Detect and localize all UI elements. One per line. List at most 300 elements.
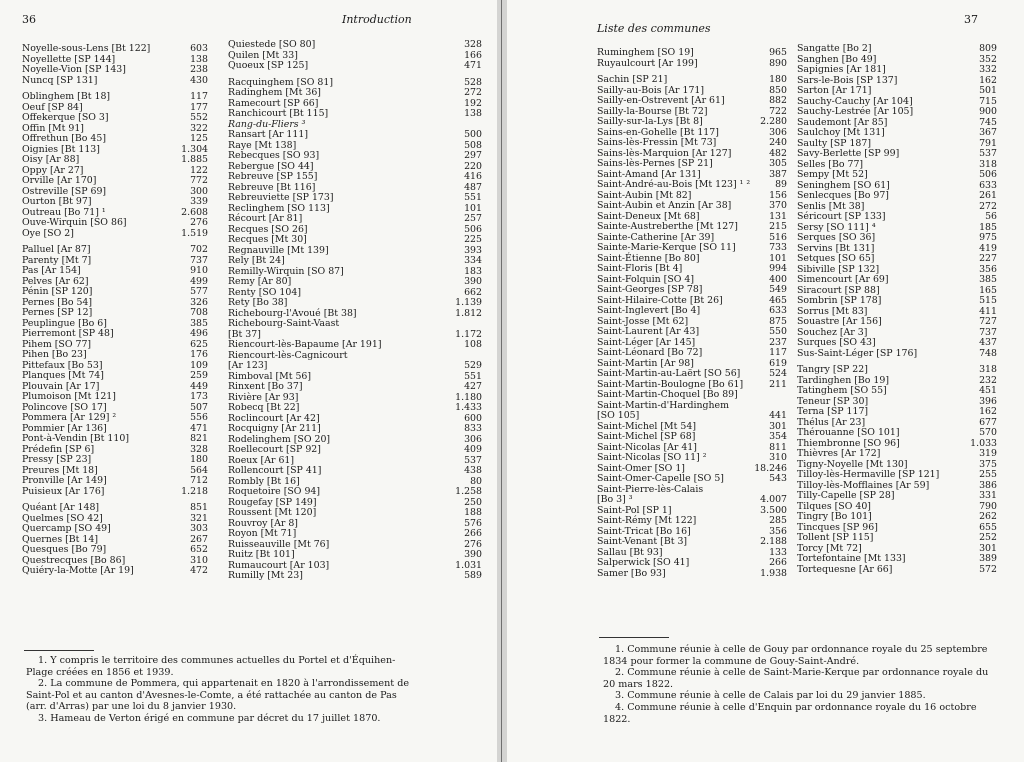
commune-population: 310 <box>769 452 787 463</box>
commune-population: 727 <box>979 316 997 327</box>
commune-entry <box>228 172 482 183</box>
commune-name: Sars-le-Bois [SP 137] <box>797 74 898 86</box>
commune-population: 550 <box>769 326 787 337</box>
commune-entry <box>797 212 997 223</box>
commune-name: Souastre [Ar 156] <box>797 316 882 327</box>
commune-name: Saint-Rémy [Mt 122] <box>597 515 697 526</box>
commune-name: Tangry [SP 22] <box>797 364 868 375</box>
commune-population: 438 <box>464 465 482 476</box>
commune-entry <box>22 197 208 208</box>
commune-name: Pernes [SP 12] <box>22 307 93 318</box>
commune-population: 310 <box>190 554 208 566</box>
commune-population: 543 <box>769 473 787 484</box>
commune-entry <box>228 277 482 288</box>
commune-name: Rebreuve [SP 155] <box>228 171 318 182</box>
commune-entry <box>797 512 997 523</box>
commune-name: Quiéry-la-Motte [Ar 19] <box>22 565 134 576</box>
commune-entry <box>597 558 787 569</box>
commune-name: Saulty [SP 187] <box>797 137 872 149</box>
commune-name: Thiembronne [SO 96] <box>797 437 900 449</box>
commune-entry <box>797 449 997 460</box>
commune-name: Rang-du-Fliers ³ <box>228 118 306 130</box>
commune-name: Quéant [Ar 148] <box>22 502 100 513</box>
commune-name: Outreau [Bo 71] ¹ <box>22 206 106 218</box>
commune-name: Pelves [Ar 62] <box>22 275 89 287</box>
commune-population: 122 <box>190 164 208 176</box>
commune-name: Thérouanne [SO 101] <box>797 427 900 438</box>
footnote-line: 1834 pour former la commune de Gouy-Saint-André. <box>603 655 860 667</box>
commune-population: 1.139 <box>455 297 482 308</box>
commune-entry <box>797 317 997 328</box>
commune-entry <box>597 180 787 191</box>
commune-population: 393 <box>464 244 482 256</box>
commune-population: 576 <box>464 517 482 529</box>
commune-name: Sorrus [Mt 83] <box>797 305 868 317</box>
footnote-line: 1. Y compris le territoire des communes actuelles du Portel et d'Équihen- <box>38 655 396 666</box>
commune-entry <box>228 340 482 351</box>
commune-population: 529 <box>464 360 482 371</box>
commune-name: Raye [Mt 138] <box>228 139 297 151</box>
commune-population: 177 <box>190 101 208 113</box>
commune-entry <box>228 61 482 72</box>
commune-population: 506 <box>464 223 482 235</box>
commune-entry <box>597 432 787 443</box>
commune-name: Offekerque [SO 3] <box>22 112 109 123</box>
commune-population: 528 <box>464 76 482 88</box>
commune-name: Rimboval [Mt 56] <box>228 370 312 382</box>
commune-name: Saint-Laurent [Ar 43] <box>597 326 700 337</box>
commune-entry <box>22 113 208 124</box>
commune-name: Rouvroy [Ar 8] <box>228 517 298 529</box>
commune-name: Tingry [Bo 101] <box>797 511 872 522</box>
commune-population: 250 <box>464 496 482 508</box>
commune-population: 331 <box>979 490 997 501</box>
commune-name: Saint-Floris [Bt 4] <box>597 263 683 274</box>
commune-population: 101 <box>464 202 482 214</box>
commune-population: 276 <box>190 217 208 228</box>
commune-entry <box>22 92 208 103</box>
commune-population: 354 <box>769 431 787 442</box>
footnote-line: Saint-Pol et au canton d'Avesnes-le-Comte, a été rattachée au canton de Pas <box>26 689 397 701</box>
commune-name: Saint-Martin-Boulogne [Bo 61] <box>597 378 744 390</box>
commune-population: 1.180 <box>455 391 482 403</box>
commune-population: 1.885 <box>181 154 208 165</box>
commune-population: 875 <box>769 315 787 327</box>
commune-population: 508 <box>464 139 482 151</box>
commune-entry <box>797 233 997 244</box>
commune-entry <box>22 413 208 424</box>
commune-name: Saint-Pierre-lès-Calais <box>597 483 704 495</box>
commune-entry <box>228 529 482 540</box>
commune-entry <box>228 487 482 498</box>
commune-name: Servins [Bt 131] <box>797 242 875 254</box>
commune-entry <box>22 476 208 487</box>
commune-population: 1.433 <box>455 402 482 413</box>
commune-population: 411 <box>979 305 997 317</box>
commune-entry <box>228 508 482 519</box>
commune-name: Sailly-en-Ostrevent [Ar 61] <box>597 95 725 106</box>
commune-entry <box>228 151 482 162</box>
commune-entry <box>797 533 997 544</box>
commune-population: 1.258 <box>455 486 482 497</box>
commune-population: 549 <box>769 284 787 295</box>
commune-population: 537 <box>979 148 997 159</box>
commune-population: 1.218 <box>181 485 208 497</box>
commune-name: Planques [Mt 74] <box>22 370 104 381</box>
commune-name: Sarton [Ar 171] <box>797 85 872 96</box>
commune-entry <box>597 75 787 86</box>
commune-name: Saint-Pol [SP 1] <box>597 504 672 516</box>
commune-name: Saint-Léger [Ar 145] <box>597 336 696 348</box>
commune-entry <box>22 545 208 556</box>
commune-population: 437 <box>979 337 997 348</box>
footnote-line: 1822. <box>603 713 631 725</box>
commune-name: Saint-Venant [Bt 3] <box>597 536 688 547</box>
commune-name: Remy [Ar 80] <box>228 276 292 287</box>
footnotes <box>26 655 409 725</box>
commune-population: 303 <box>190 523 208 534</box>
commune-name: Ostreville [SP 69] <box>22 185 107 197</box>
commune-name: Torcy [Mt 72] <box>797 542 862 554</box>
commune-population: 261 <box>979 190 997 201</box>
commune-entry <box>22 229 208 240</box>
commune-population: 101 <box>769 252 787 264</box>
commune-population: 1.519 <box>181 227 208 239</box>
commune-population: 237 <box>769 336 787 348</box>
commune-name: Quoeux [SP 125] <box>228 60 309 71</box>
book-gutter <box>497 0 507 762</box>
commune-population: 257 <box>464 213 482 224</box>
commune-name: Reclinghem [SO 113] <box>228 202 330 214</box>
commune-name: Offin [Mt 91] <box>22 122 84 134</box>
commune-name: Tardinghen [Bo 19] <box>797 374 889 386</box>
commune-population: 385 <box>190 317 208 329</box>
commune-entry <box>228 382 482 393</box>
commune-population: 564 <box>190 464 208 476</box>
commune-population: 524 <box>769 368 787 379</box>
commune-entry <box>597 117 787 128</box>
commune-name: Peuplingue [Bo 6] <box>22 317 107 329</box>
commune-population: 712 <box>190 475 208 486</box>
commune-entry <box>228 298 482 309</box>
commune-entry <box>797 365 997 376</box>
commune-population: 318 <box>979 364 997 375</box>
commune-population: 882 <box>769 95 787 106</box>
commune-name: Pas [Ar 154] <box>22 265 81 276</box>
commune-name: Sains-lès-Marquion [Ar 127] <box>597 147 732 159</box>
commune-population: 589 <box>464 570 482 581</box>
commune-entry <box>228 571 482 582</box>
commune-name: Prédefin [SP 6] <box>22 443 95 455</box>
commune-name: Rollencourt [SP 41] <box>228 465 322 476</box>
commune-column-2 <box>228 40 482 582</box>
commune-column-1 <box>22 44 208 577</box>
commune-name: Sailly-sur-la-Lys [Bt 8] <box>597 116 703 127</box>
commune-entry <box>797 428 997 439</box>
commune-population: 833 <box>464 423 482 434</box>
commune-name: Rocquigny [Ar 211] <box>228 423 321 434</box>
commune-name: Surques [SO 43] <box>797 337 876 348</box>
commune-name: Sanghen [Bo 49] <box>797 53 877 65</box>
commune-name: Quilen [Mt 33] <box>228 49 298 61</box>
commune-population: 850 <box>769 84 787 96</box>
commune-entry <box>597 569 787 580</box>
commune-name: Rombly [Bt 16] <box>228 475 300 487</box>
commune-population: 227 <box>979 253 997 264</box>
commune-entry <box>22 455 208 466</box>
commune-name: Saint-Folquin [SO 4] <box>597 273 695 285</box>
commune-population: 215 <box>769 221 787 232</box>
footnote-line: 20 mars 1822. <box>603 678 674 690</box>
commune-population: 471 <box>190 422 208 434</box>
commune-entry <box>22 65 208 76</box>
commune-population: 220 <box>464 160 482 172</box>
commune-entry <box>22 566 208 577</box>
commune-name: Quercamp [SO 49] <box>22 523 111 534</box>
commune-population: 655 <box>979 521 997 533</box>
commune-entry <box>797 554 997 565</box>
commune-population: 965 <box>769 47 787 58</box>
commune-population: 809 <box>979 43 997 54</box>
commune-name: Renty [SO 104] <box>228 286 301 298</box>
commune-population: 556 <box>190 412 208 423</box>
commune-population: 515 <box>979 295 997 306</box>
footnotes <box>603 644 988 725</box>
commune-population: 2.280 <box>760 116 787 127</box>
commune-entry <box>597 264 787 275</box>
commune-name: Pénin [SP 120] <box>22 286 93 297</box>
commune-name: Rumilly [Mt 23] <box>228 570 303 581</box>
commune-entry <box>228 424 482 435</box>
commune-name: Rivière [Ar 93] <box>228 391 299 403</box>
commune-name: Tortefontaine [Mt 133] <box>797 553 906 564</box>
commune-name: Racquinghem [SO 81] <box>228 76 333 88</box>
commune-population: 238 <box>190 64 208 75</box>
commune-name: Simencourt [Ar 69] <box>797 274 889 285</box>
commune-population: 472 <box>190 565 208 576</box>
commune-column-1 <box>597 48 787 579</box>
commune-population: 552 <box>190 112 208 123</box>
commune-name: Quernes [Bt 14] <box>22 533 99 545</box>
commune-name: Radinghem [Mt 36] <box>228 87 321 98</box>
footnote-line: 2. La commune de Pommera, qui appartenait en 1820 à l'arrondissement de <box>38 678 410 690</box>
commune-name: Sersy [SO 111] ⁴ <box>797 221 876 233</box>
commune-population: 577 <box>190 286 208 297</box>
left-page <box>0 0 497 762</box>
commune-population: 240 <box>769 137 787 148</box>
commune-name: Pronville [Ar 149] <box>22 475 107 486</box>
commune-entry <box>797 86 997 97</box>
commune-name: Saint-Martin-d'Hardinghem <box>597 399 729 411</box>
commune-population: 451 <box>979 385 997 396</box>
commune-population: 551 <box>464 370 482 382</box>
commune-name: Rougefay [SP 149] <box>228 496 317 508</box>
commune-population: 328 <box>464 39 482 50</box>
commune-name: Quiestede [SO 80] <box>228 39 316 50</box>
commune-name: Rebreuve [Bt 116] <box>228 181 316 193</box>
commune-name: Saint-Inglevert [Bo 4] <box>597 305 701 316</box>
commune-population: 890 <box>769 57 787 69</box>
commune-name: [Bt 37] <box>228 328 261 340</box>
commune-population: 133 <box>769 546 787 558</box>
commune-entry <box>797 128 997 139</box>
footnote-line: (arr. d'Arras) par une loi du 8 janvier 1930. <box>26 701 237 713</box>
commune-population: 1.172 <box>455 328 482 340</box>
commune-population: 499 <box>190 275 208 287</box>
commune-name: Teneur [SP 30] <box>797 395 869 407</box>
commune-population: 821 <box>190 433 208 444</box>
commune-name: Regnauville [Mt 139] <box>228 244 329 256</box>
commune-name: Sangatte [Bo 2] <box>797 43 872 54</box>
commune-name: Sainte-Catherine [Ar 39] <box>597 231 715 243</box>
commune-population: 375 <box>979 458 997 470</box>
commune-entry <box>22 287 208 298</box>
commune-population: 811 <box>769 441 787 453</box>
commune-population: 266 <box>769 557 787 568</box>
commune-name: Roellecourt [SP 92] <box>228 444 321 455</box>
commune-population: 900 <box>979 106 997 117</box>
commune-entry <box>22 308 208 319</box>
commune-population: 180 <box>769 74 787 85</box>
commune-name: Sapignies [Ar 181] <box>797 64 886 75</box>
commune-name: Rebreuviette [SP 173] <box>228 192 334 203</box>
commune-name: Sainte-Marie-Kerque [SO 11] <box>597 242 736 253</box>
commune-entry <box>228 88 482 99</box>
running-head: Liste des communes <box>597 22 711 35</box>
commune-population: 131 <box>769 210 787 222</box>
commune-population: 266 <box>464 528 482 539</box>
commune-population: 162 <box>979 406 997 417</box>
commune-name: Plumoison [Mt 121] <box>22 391 116 402</box>
commune-population: 737 <box>190 254 208 266</box>
commune-name: [Ar 123] <box>228 360 268 371</box>
commune-population: 352 <box>979 53 997 65</box>
commune-population: 722 <box>769 105 787 117</box>
commune-name: Ruisseauville [Mt 76] <box>228 538 330 550</box>
commune-name: Tilloy-lès-Mofflaines [Ar 59] <box>797 479 930 491</box>
commune-population: 390 <box>464 549 482 560</box>
commune-name: Serques [SO 36] <box>797 232 876 243</box>
commune-population: 1.938 <box>760 567 787 579</box>
commune-name: Rety [Bo 38] <box>228 297 288 308</box>
commune-name: Souchez [Ar 3] <box>797 326 868 338</box>
commune-population: 790 <box>979 500 997 512</box>
commune-population: 180 <box>190 454 208 465</box>
commune-entry <box>797 407 997 418</box>
commune-name: Rely [Bt 24] <box>228 255 285 266</box>
commune-population: 18.246 <box>754 462 787 474</box>
commune-entry <box>22 350 208 361</box>
commune-name: Noyellette [SP 144] <box>22 53 116 65</box>
commune-population: 662 <box>464 286 482 298</box>
commune-entry <box>597 201 787 212</box>
commune-population: 625 <box>190 338 208 350</box>
commune-population: 166 <box>464 49 482 61</box>
commune-population: 232 <box>979 374 997 386</box>
commune-population: 117 <box>190 91 208 102</box>
commune-name: Polincove [SO 17] <box>22 401 107 413</box>
commune-population: 570 <box>979 427 997 438</box>
commune-population: 430 <box>190 74 208 86</box>
commune-population: 1.031 <box>455 559 482 571</box>
commune-name: Saint-Martin [Ar 98] <box>597 357 694 369</box>
commune-entry <box>228 193 482 204</box>
commune-entry <box>797 491 997 502</box>
commune-entry <box>22 44 208 55</box>
commune-name: Saint-Nicolas [Ar 41] <box>597 441 697 453</box>
commune-name: Richebourg-Saint-Vaast <box>228 318 340 329</box>
commune-name: Sallau [Bt 93] <box>597 546 663 558</box>
commune-population: 1.812 <box>455 307 482 319</box>
commune-population: 272 <box>979 200 997 212</box>
commune-population: 326 <box>190 296 208 308</box>
commune-population: 188 <box>464 507 482 518</box>
commune-name: Riencourt-lès-Cagnicourt <box>228 349 348 361</box>
commune-name: Sains-en-Gohelle [Bt 117] <box>597 126 719 138</box>
commune-population: 715 <box>979 95 997 107</box>
commune-entry <box>228 403 482 414</box>
commune-population: 305 <box>769 158 787 169</box>
right-page <box>507 0 1024 762</box>
commune-population: 370 <box>769 200 787 211</box>
footnote-rule <box>24 650 94 651</box>
commune-population: 262 <box>979 511 997 522</box>
commune-name: Robecq [Bt 22] <box>228 402 300 413</box>
commune-population: 652 <box>190 544 208 555</box>
commune-name: Salperwick [SO 41] <box>597 557 690 568</box>
commune-entry <box>597 348 787 359</box>
commune-name: Quelmes [SO 42] <box>22 512 103 524</box>
commune-population: 259 <box>190 370 208 381</box>
commune-name: Saulchoy [Mt 131] <box>797 127 885 138</box>
commune-name: Saint-Deneux [Mt 68] <box>597 210 700 222</box>
commune-population: 506 <box>979 169 997 180</box>
commune-name: Senlecques [Bo 97] <box>797 190 889 201</box>
commune-population: 389 <box>979 553 997 564</box>
commune-name: Tatinghem [SO 55] <box>797 385 887 396</box>
commune-name: Saint-Aubin [Mt 82] <box>597 189 692 201</box>
commune-population: 910 <box>190 265 208 276</box>
commune-name: Saint-Michel [SP 68] <box>597 431 696 442</box>
footnote-rule <box>599 637 669 638</box>
commune-name: Orville [Ar 170] <box>22 175 97 186</box>
commune-name: Rebecques [SO 93] <box>228 150 320 161</box>
commune-name: [SO 105] <box>597 410 640 421</box>
commune-population: 356 <box>769 525 787 537</box>
commune-name: Saint-Omer [SO 1] <box>597 462 685 474</box>
commune-name: Thièvres [Ar 172] <box>797 448 881 459</box>
commune-name: Offrethun [Bo 45] <box>22 133 106 144</box>
commune-name: Saint-Nicolas [SO 11] ² <box>597 452 707 463</box>
commune-population: 449 <box>190 380 208 392</box>
commune-name: Pont-à-Vendin [Bt 110] <box>22 433 129 444</box>
commune-population: 301 <box>769 420 787 432</box>
commune-population: 156 <box>769 189 787 201</box>
commune-name: Sempy [Mt 52] <box>797 169 868 180</box>
commune-population: 409 <box>464 444 482 455</box>
commune-entry <box>228 130 482 141</box>
commune-name: Ruminghem [SO 19] <box>597 47 694 58</box>
commune-population: 745 <box>979 116 997 128</box>
commune-population: 272 <box>464 87 482 98</box>
commune-population: 677 <box>979 416 997 428</box>
commune-entry <box>797 386 997 397</box>
commune-name: Oeuf [SP 84] <box>22 101 83 113</box>
commune-population: 306 <box>464 433 482 445</box>
commune-population: 367 <box>979 127 997 138</box>
commune-name: Oisy [Ar 88] <box>22 154 80 165</box>
commune-name: Saint-Aubin et Anzin [Ar 38] <box>597 200 732 211</box>
